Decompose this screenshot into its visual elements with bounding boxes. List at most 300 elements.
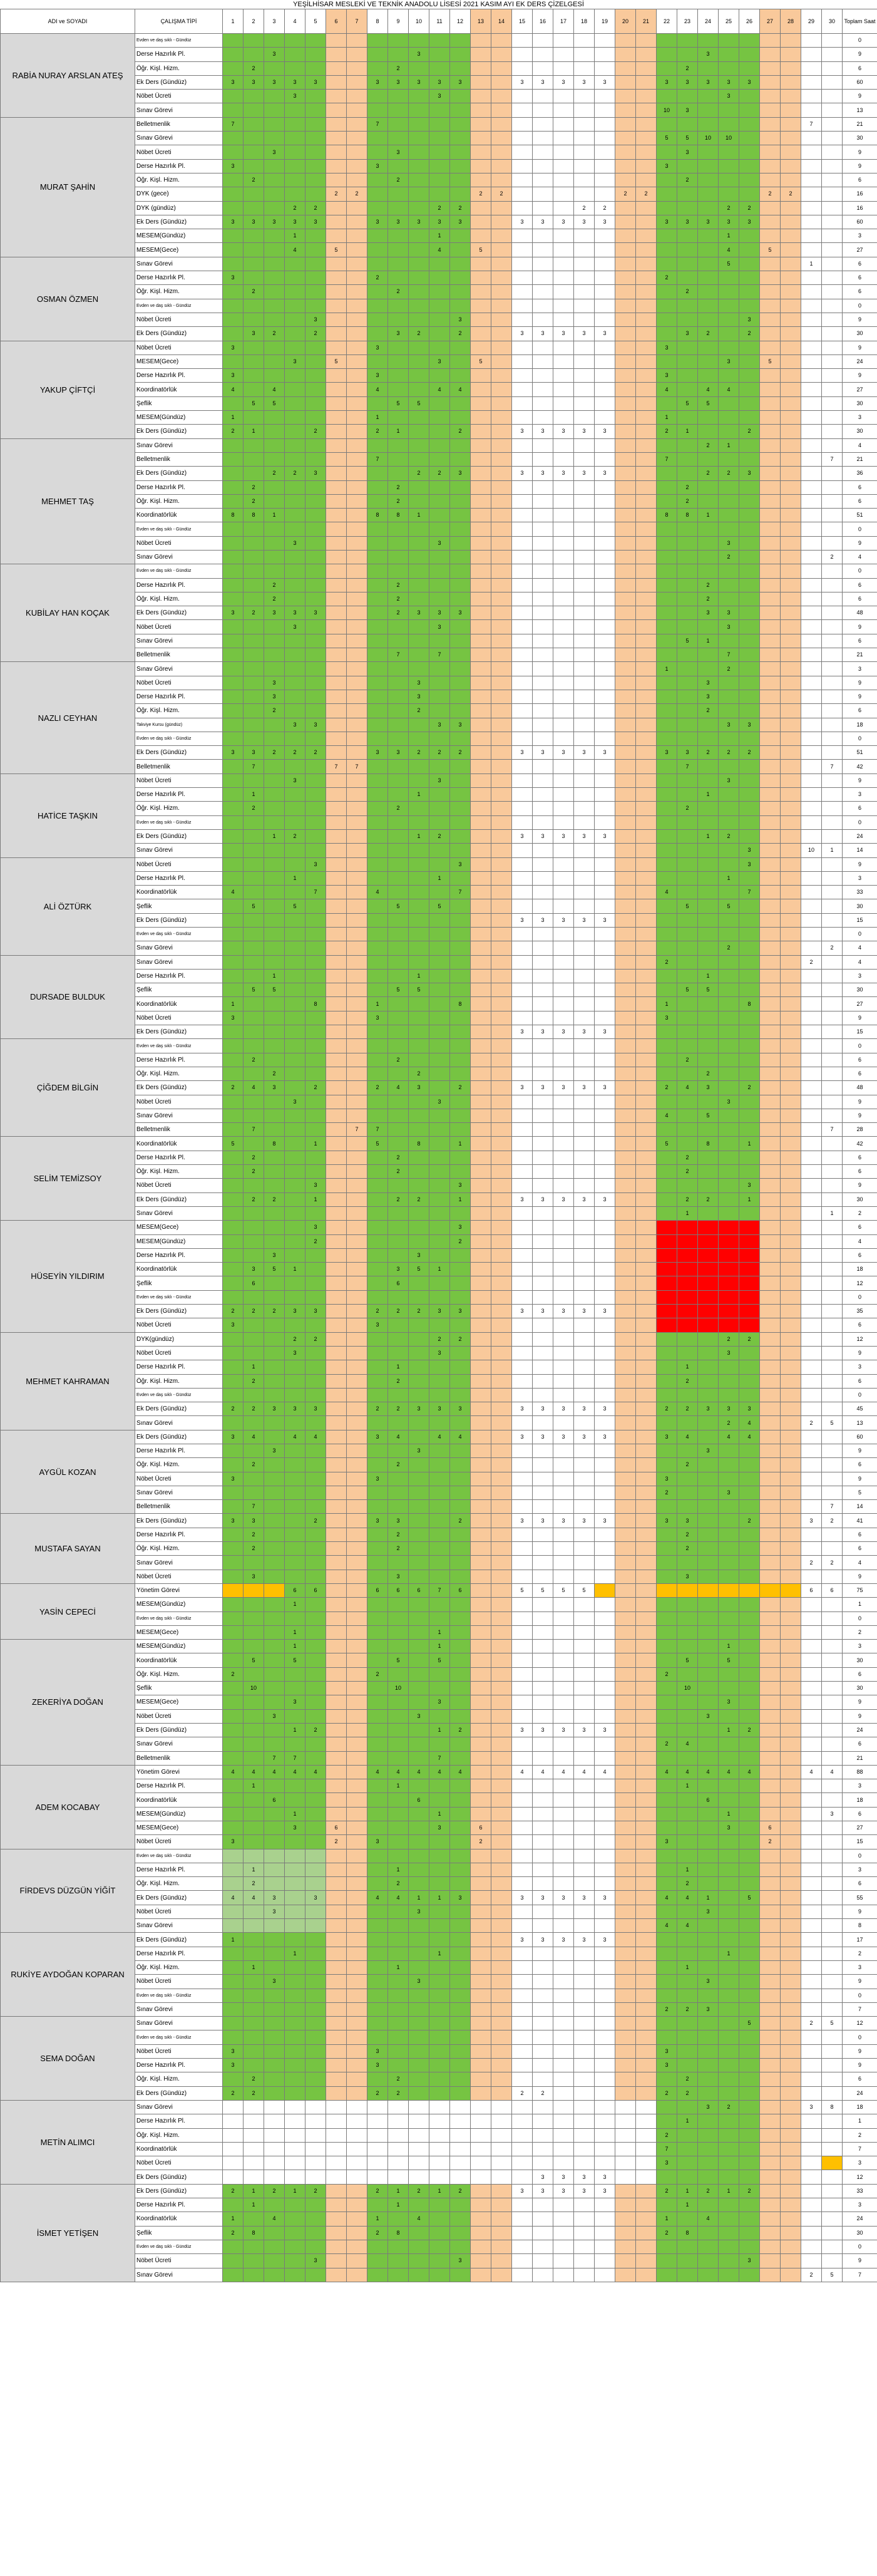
day-cell[interactable] (491, 1640, 512, 1653)
day-cell[interactable] (822, 1374, 843, 1388)
day-cell[interactable] (512, 1067, 533, 1080)
day-cell[interactable] (305, 1318, 326, 1332)
day-cell[interactable] (719, 522, 739, 536)
day-cell[interactable]: 4 (429, 243, 450, 257)
day-cell[interactable] (471, 1905, 491, 1918)
day-cell[interactable] (781, 1248, 801, 1262)
day-cell[interactable] (801, 732, 822, 745)
day-cell[interactable] (719, 187, 739, 201)
day-cell[interactable] (657, 536, 677, 550)
day-cell[interactable] (781, 2100, 801, 2114)
day-cell[interactable] (347, 61, 367, 75)
day-cell[interactable] (553, 1234, 574, 1248)
day-cell[interactable] (347, 1807, 367, 1821)
day-cell[interactable]: 1 (409, 788, 429, 802)
day-cell[interactable] (347, 1472, 367, 1486)
day-cell[interactable] (615, 396, 636, 410)
day-cell[interactable] (244, 452, 264, 466)
day-cell[interactable] (491, 34, 512, 48)
day-cell[interactable] (636, 438, 657, 452)
day-cell[interactable] (223, 1695, 244, 1709)
day-cell[interactable]: 5 (264, 1263, 285, 1276)
day-cell[interactable] (781, 1583, 801, 1597)
day-cell[interactable] (326, 327, 347, 341)
day-cell[interactable] (512, 480, 533, 494)
day-cell[interactable] (822, 173, 843, 187)
day-cell[interactable]: 2 (388, 1374, 409, 1388)
day-cell[interactable] (677, 550, 698, 564)
day-cell[interactable]: 3 (533, 1514, 553, 1528)
day-cell[interactable] (491, 1625, 512, 1639)
day-cell[interactable] (512, 1905, 533, 1918)
day-cell[interactable] (553, 438, 574, 452)
day-cell[interactable] (553, 1123, 574, 1137)
day-cell[interactable]: 3 (512, 467, 533, 480)
day-cell[interactable]: 2 (698, 1067, 719, 1080)
day-cell[interactable] (347, 2002, 367, 2016)
day-cell[interactable] (801, 1793, 822, 1807)
day-cell[interactable] (244, 997, 264, 1011)
day-cell[interactable] (326, 1374, 347, 1388)
day-cell[interactable] (677, 1807, 698, 1821)
day-cell[interactable] (657, 1360, 677, 1374)
day-cell[interactable] (347, 1374, 367, 1388)
day-cell[interactable] (285, 2002, 305, 2016)
day-cell[interactable] (512, 941, 533, 955)
day-cell[interactable] (553, 1863, 574, 1876)
day-cell[interactable]: 2 (657, 2002, 677, 2016)
day-cell[interactable] (347, 606, 367, 620)
day-cell[interactable] (739, 1821, 760, 1835)
day-cell[interactable] (595, 341, 615, 354)
day-cell[interactable]: 5 (698, 983, 719, 997)
day-cell[interactable]: 3 (533, 913, 553, 927)
day-cell[interactable] (615, 215, 636, 229)
day-cell[interactable] (305, 1053, 326, 1067)
day-cell[interactable] (409, 1388, 429, 1402)
day-cell[interactable] (822, 1933, 843, 1947)
day-cell[interactable] (512, 1695, 533, 1709)
day-cell[interactable] (719, 117, 739, 131)
day-cell[interactable] (491, 1430, 512, 1444)
day-cell[interactable] (244, 829, 264, 843)
day-cell[interactable] (285, 509, 305, 522)
day-cell[interactable] (223, 1234, 244, 1248)
day-cell[interactable] (801, 718, 822, 732)
day-cell[interactable]: 2 (677, 1528, 698, 1541)
day-cell[interactable] (491, 1276, 512, 1290)
day-cell[interactable] (409, 760, 429, 773)
day-cell[interactable]: 3 (657, 1430, 677, 1444)
day-cell[interactable] (429, 955, 450, 969)
day-cell[interactable] (471, 578, 491, 592)
day-cell[interactable] (760, 1095, 781, 1109)
day-cell[interactable] (471, 1947, 491, 1960)
day-cell[interactable] (698, 1025, 719, 1039)
day-cell[interactable] (677, 1793, 698, 1807)
day-cell[interactable] (595, 1849, 615, 1863)
day-cell[interactable] (305, 1975, 326, 1989)
day-cell[interactable] (244, 648, 264, 662)
day-cell[interactable] (244, 1486, 264, 1499)
day-cell[interactable] (367, 1290, 388, 1304)
day-cell[interactable]: 2 (223, 1305, 244, 1318)
day-cell[interactable] (429, 173, 450, 187)
day-cell[interactable] (595, 899, 615, 913)
day-cell[interactable] (450, 299, 471, 313)
day-cell[interactable] (677, 1598, 698, 1611)
day-cell[interactable]: 3 (223, 2044, 244, 2058)
day-cell[interactable] (388, 2017, 409, 2030)
day-cell[interactable] (760, 536, 781, 550)
day-cell[interactable]: 5 (223, 1137, 244, 1151)
day-cell[interactable]: 3 (429, 718, 450, 732)
day-cell[interactable] (698, 802, 719, 815)
day-cell[interactable] (409, 1877, 429, 1891)
day-cell[interactable] (429, 1067, 450, 1080)
day-cell[interactable] (471, 1081, 491, 1095)
day-cell[interactable] (615, 1877, 636, 1891)
day-cell[interactable] (450, 1737, 471, 1751)
day-cell[interactable] (553, 899, 574, 913)
day-cell[interactable] (285, 928, 305, 941)
day-cell[interactable] (574, 1625, 595, 1639)
day-cell[interactable]: 2 (244, 1165, 264, 1179)
day-cell[interactable] (636, 564, 657, 578)
day-cell[interactable] (615, 564, 636, 578)
day-cell[interactable] (533, 606, 553, 620)
day-cell[interactable]: 2 (677, 285, 698, 299)
day-cell[interactable] (429, 1989, 450, 2002)
day-cell[interactable]: 3 (264, 145, 285, 159)
day-cell[interactable] (698, 1877, 719, 1891)
day-cell[interactable] (471, 634, 491, 648)
day-cell[interactable] (595, 1695, 615, 1709)
day-cell[interactable]: 3 (450, 215, 471, 229)
day-cell[interactable] (223, 983, 244, 997)
day-cell[interactable]: 7 (244, 1500, 264, 1514)
day-cell[interactable] (512, 1039, 533, 1053)
day-cell[interactable]: 7 (367, 117, 388, 131)
day-cell[interactable] (781, 578, 801, 592)
day-cell[interactable] (595, 494, 615, 508)
day-cell[interactable] (347, 1835, 367, 1849)
day-cell[interactable]: 2 (657, 425, 677, 438)
day-cell[interactable] (822, 1095, 843, 1109)
day-cell[interactable]: 2 (781, 187, 801, 201)
day-cell[interactable] (636, 1360, 657, 1374)
day-cell[interactable]: 3 (512, 1025, 533, 1039)
day-cell[interactable] (822, 1081, 843, 1095)
day-cell[interactable] (533, 1751, 553, 1765)
day-cell[interactable] (305, 536, 326, 550)
day-cell[interactable]: 5 (739, 2017, 760, 2030)
day-cell[interactable]: 3 (223, 1472, 244, 1486)
day-cell[interactable] (615, 257, 636, 271)
day-cell[interactable] (305, 1751, 326, 1765)
day-cell[interactable]: 2 (739, 1723, 760, 1737)
day-cell[interactable] (347, 1933, 367, 1947)
day-cell[interactable] (409, 1011, 429, 1025)
day-cell[interactable] (553, 760, 574, 773)
day-cell[interactable] (305, 773, 326, 787)
day-cell[interactable] (822, 1305, 843, 1318)
day-cell[interactable] (326, 788, 347, 802)
day-cell[interactable] (698, 620, 719, 634)
day-cell[interactable] (822, 1360, 843, 1374)
day-cell[interactable] (367, 648, 388, 662)
day-cell[interactable] (698, 1318, 719, 1332)
day-cell[interactable] (533, 550, 553, 564)
day-cell[interactable] (636, 1947, 657, 1960)
day-cell[interactable] (533, 2059, 553, 2072)
day-cell[interactable] (264, 229, 285, 243)
day-cell[interactable] (244, 1290, 264, 1304)
day-cell[interactable] (326, 132, 347, 145)
day-cell[interactable] (615, 383, 636, 396)
day-cell[interactable] (595, 1863, 615, 1876)
day-cell[interactable] (801, 452, 822, 466)
day-cell[interactable]: 2 (739, 327, 760, 341)
day-cell[interactable] (677, 48, 698, 61)
day-cell[interactable] (801, 90, 822, 103)
day-cell[interactable] (285, 969, 305, 983)
day-cell[interactable] (801, 1458, 822, 1472)
day-cell[interactable] (719, 1737, 739, 1751)
day-cell[interactable] (698, 844, 719, 857)
day-cell[interactable] (347, 299, 367, 313)
day-cell[interactable] (471, 1598, 491, 1611)
day-cell[interactable] (636, 299, 657, 313)
day-cell[interactable] (822, 1346, 843, 1360)
day-cell[interactable] (244, 1709, 264, 1723)
day-cell[interactable] (698, 1360, 719, 1374)
day-cell[interactable] (719, 1458, 739, 1472)
day-cell[interactable] (388, 2100, 409, 2114)
day-cell[interactable] (326, 634, 347, 648)
day-cell[interactable]: 2 (264, 467, 285, 480)
day-cell[interactable] (264, 815, 285, 829)
day-cell[interactable] (595, 718, 615, 732)
day-cell[interactable] (388, 1472, 409, 1486)
day-cell[interactable]: 2 (264, 704, 285, 718)
day-cell[interactable]: 3 (512, 75, 533, 89)
day-cell[interactable] (657, 899, 677, 913)
day-cell[interactable] (574, 1206, 595, 1220)
day-cell[interactable] (760, 201, 781, 215)
day-cell[interactable] (326, 746, 347, 760)
day-cell[interactable] (429, 396, 450, 410)
day-cell[interactable] (347, 1695, 367, 1709)
day-cell[interactable] (553, 1486, 574, 1499)
day-cell[interactable] (367, 2030, 388, 2044)
day-cell[interactable] (636, 2017, 657, 2030)
day-cell[interactable]: 4 (719, 1765, 739, 1779)
day-cell[interactable] (223, 1276, 244, 1290)
day-cell[interactable] (657, 1611, 677, 1625)
day-cell[interactable] (223, 1570, 244, 1583)
day-cell[interactable] (450, 1542, 471, 1556)
day-cell[interactable] (615, 1416, 636, 1430)
day-cell[interactable] (822, 1528, 843, 1541)
day-cell[interactable] (347, 1234, 367, 1248)
day-cell[interactable] (326, 1653, 347, 1667)
day-cell[interactable]: 1 (450, 1192, 471, 1206)
day-cell[interactable] (512, 1221, 533, 1234)
day-cell[interactable] (367, 1095, 388, 1109)
day-cell[interactable]: 3 (305, 1305, 326, 1318)
day-cell[interactable] (326, 676, 347, 690)
day-cell[interactable]: 1 (429, 1891, 450, 1905)
day-cell[interactable] (512, 857, 533, 871)
day-cell[interactable] (450, 1709, 471, 1723)
day-cell[interactable] (512, 536, 533, 550)
day-cell[interactable] (471, 857, 491, 871)
day-cell[interactable] (429, 1388, 450, 1402)
day-cell[interactable] (285, 1276, 305, 1290)
day-cell[interactable] (533, 1570, 553, 1583)
day-cell[interactable] (822, 1737, 843, 1751)
day-cell[interactable] (367, 536, 388, 550)
day-cell[interactable] (533, 1640, 553, 1653)
day-cell[interactable] (429, 1053, 450, 1067)
day-cell[interactable] (533, 662, 553, 676)
day-cell[interactable] (429, 452, 450, 466)
day-cell[interactable] (719, 1905, 739, 1918)
day-cell[interactable] (305, 271, 326, 285)
day-cell[interactable] (739, 578, 760, 592)
day-cell[interactable] (244, 1905, 264, 1918)
day-cell[interactable] (595, 1709, 615, 1723)
day-cell[interactable] (285, 1039, 305, 1053)
day-cell[interactable]: 2 (450, 425, 471, 438)
day-cell[interactable] (285, 1849, 305, 1863)
day-cell[interactable] (636, 997, 657, 1011)
day-cell[interactable] (326, 1109, 347, 1122)
day-cell[interactable] (822, 1611, 843, 1625)
day-cell[interactable] (822, 1877, 843, 1891)
day-cell[interactable] (595, 941, 615, 955)
day-cell[interactable] (595, 187, 615, 201)
day-cell[interactable] (471, 1583, 491, 1597)
day-cell[interactable]: 2 (719, 201, 739, 215)
day-cell[interactable] (781, 1919, 801, 1933)
day-cell[interactable]: 2 (388, 578, 409, 592)
day-cell[interactable] (367, 61, 388, 75)
day-cell[interactable] (512, 1290, 533, 1304)
day-cell[interactable] (615, 1933, 636, 1947)
day-cell[interactable] (305, 411, 326, 425)
day-cell[interactable] (429, 928, 450, 941)
day-cell[interactable] (429, 1486, 450, 1499)
day-cell[interactable]: 2 (719, 746, 739, 760)
day-cell[interactable] (533, 2072, 553, 2086)
day-cell[interactable] (305, 1709, 326, 1723)
day-cell[interactable] (657, 187, 677, 201)
day-cell[interactable] (305, 243, 326, 257)
day-cell[interactable] (801, 1332, 822, 1346)
day-cell[interactable] (553, 578, 574, 592)
day-cell[interactable] (698, 1234, 719, 1248)
day-cell[interactable] (409, 1472, 429, 1486)
day-cell[interactable] (636, 928, 657, 941)
day-cell[interactable] (595, 1835, 615, 1849)
day-cell[interactable] (450, 1458, 471, 1472)
day-cell[interactable]: 2 (657, 1667, 677, 1681)
day-cell[interactable] (388, 1318, 409, 1332)
day-cell[interactable] (677, 620, 698, 634)
day-cell[interactable] (471, 928, 491, 941)
day-cell[interactable]: 1 (388, 1863, 409, 1876)
day-cell[interactable] (719, 1625, 739, 1639)
day-cell[interactable] (264, 201, 285, 215)
day-cell[interactable] (822, 718, 843, 732)
day-cell[interactable] (657, 1960, 677, 1974)
day-cell[interactable] (326, 522, 347, 536)
day-cell[interactable] (698, 1989, 719, 2002)
day-cell[interactable] (760, 941, 781, 955)
day-cell[interactable] (595, 1542, 615, 1556)
day-cell[interactable] (367, 1877, 388, 1891)
day-cell[interactable]: 3 (553, 1081, 574, 1095)
day-cell[interactable]: 3 (450, 1891, 471, 1905)
day-cell[interactable] (388, 676, 409, 690)
day-cell[interactable]: 10 (698, 132, 719, 145)
day-cell[interactable] (533, 1989, 553, 2002)
day-cell[interactable] (698, 550, 719, 564)
day-cell[interactable] (781, 1653, 801, 1667)
day-cell[interactable] (636, 969, 657, 983)
day-cell[interactable] (223, 480, 244, 494)
day-cell[interactable]: 3 (553, 1514, 574, 1528)
day-cell[interactable] (677, 354, 698, 368)
day-cell[interactable] (471, 690, 491, 703)
day-cell[interactable] (719, 1039, 739, 1053)
day-cell[interactable] (409, 438, 429, 452)
day-cell[interactable] (409, 1458, 429, 1472)
day-cell[interactable]: 3 (512, 1305, 533, 1318)
day-cell[interactable] (409, 1556, 429, 1570)
day-cell[interactable] (719, 299, 739, 313)
day-cell[interactable] (491, 1765, 512, 1779)
day-cell[interactable] (822, 1863, 843, 1876)
day-cell[interactable] (801, 1039, 822, 1053)
day-cell[interactable] (739, 1653, 760, 1667)
day-cell[interactable] (574, 1877, 595, 1891)
day-cell[interactable] (698, 941, 719, 955)
day-cell[interactable] (574, 662, 595, 676)
day-cell[interactable] (491, 1682, 512, 1695)
day-cell[interactable]: 5 (244, 899, 264, 913)
day-cell[interactable] (471, 257, 491, 271)
day-cell[interactable] (657, 1305, 677, 1318)
day-cell[interactable] (326, 1067, 347, 1080)
day-cell[interactable] (305, 871, 326, 885)
day-cell[interactable] (326, 1751, 347, 1765)
day-cell[interactable] (471, 886, 491, 899)
day-cell[interactable]: 3 (429, 1402, 450, 1416)
day-cell[interactable] (760, 2017, 781, 2030)
day-cell[interactable] (491, 1793, 512, 1807)
day-cell[interactable] (781, 1444, 801, 1457)
day-cell[interactable]: 3 (450, 467, 471, 480)
day-cell[interactable] (574, 704, 595, 718)
day-cell[interactable] (491, 913, 512, 927)
day-cell[interactable] (636, 1542, 657, 1556)
day-cell[interactable] (388, 1290, 409, 1304)
day-cell[interactable] (264, 1346, 285, 1360)
day-cell[interactable]: 2 (719, 550, 739, 564)
